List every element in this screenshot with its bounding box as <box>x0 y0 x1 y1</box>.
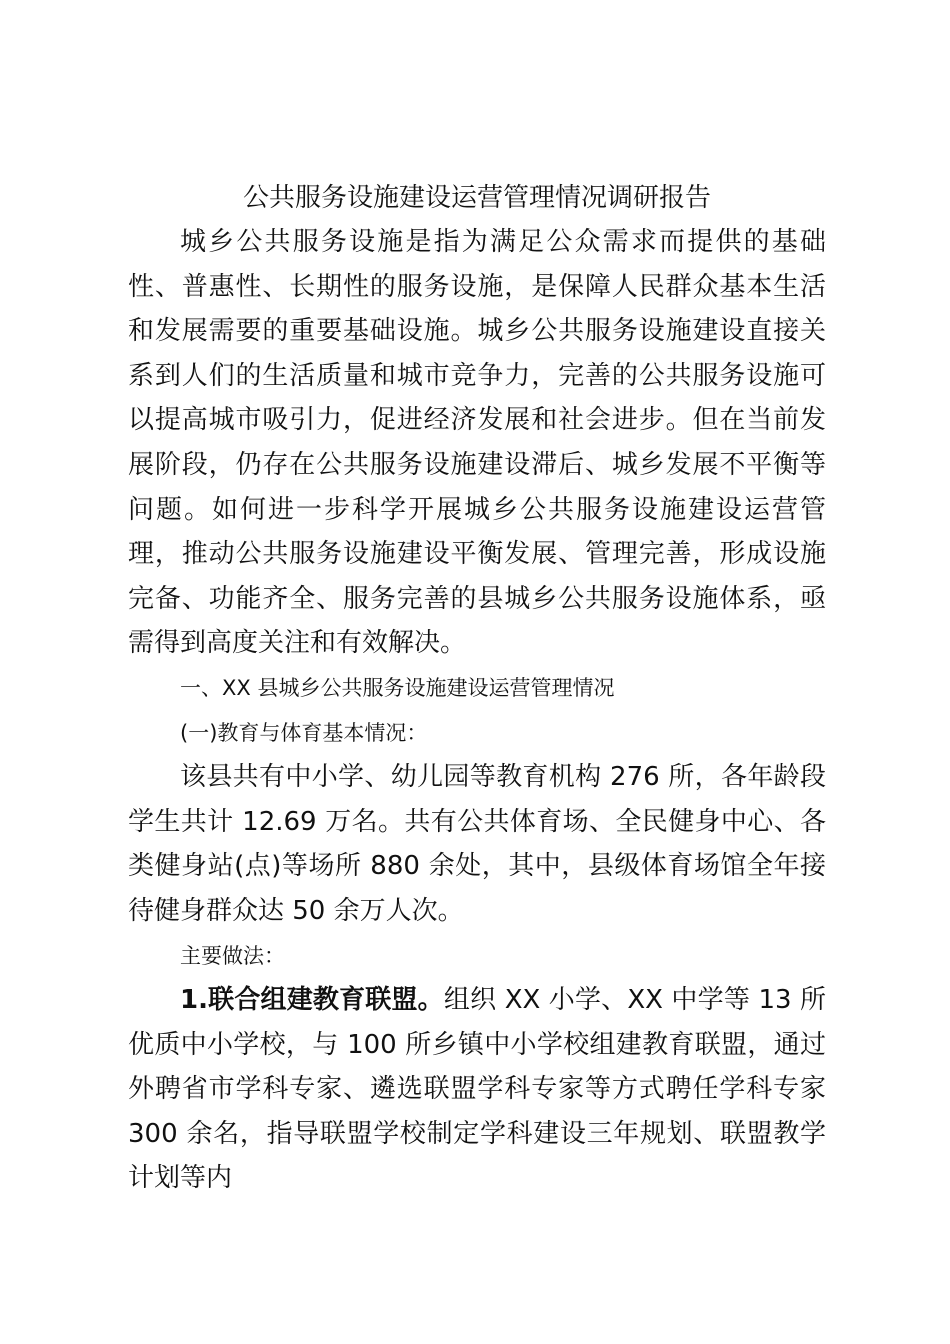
practices-heading: 主要做法： <box>180 943 285 968</box>
practice-lead: 1.联合组建教育联盟。 <box>180 985 444 1016</box>
practice-paragraph <box>128 978 826 1201</box>
document-title: 公共服务设施建设运营管理情况调研报告 <box>242 183 711 213</box>
intro-paragraph: 城乡公共服务设施是指为满足公众需求而提供的基础性、普惠性、长期性的服务设施，是保障人民群众基本生活和发展需要的重要基础设施。城乡公共服务设施建设直接关系到人们的生活质量和城市竞争力，完善的公共服务设施可以提高城市吸引力，促进经济发展和社会进步。但在当前发展阶段，仍存在公共服务设施建设滞后、城乡发展不平衡等问题。如何进一步科学开展城乡公共服务设施建设运营管理，推动公共服务设施建设平衡发展、管理完善，形成设施完备、功能齐全、服务完善的县城乡公共服务设施体系，亟需得到高度关注和有效解决。 <box>128 227 826 659</box>
practice-body: 组织 XX 小学、XX 中学等 13 所优质中小学校，与 100 所乡镇中小学校组建教育联盟，通过外聘省市学科专家、遴选联盟学科专家等方式聘任学科专家 300 余名，指导联盟学校制定学科建设三年规划、联盟教学计划等内 <box>128 985 827 1194</box>
document-page <box>128 176 826 1201</box>
education-paragraph: 该县共有中小学、幼儿园等教育机构 276 所，各年龄段学生共计 12.69 万名。共有公共体育场、全民健身中心、各类健身站(点)等场所 880 余处，其中，县级体育场馆全年接待健身群众达 50 余万人次。 <box>128 762 826 926</box>
section-heading: 一、XX 县城乡公共服务设施建设运营管理情况 <box>180 675 615 700</box>
subsection-heading: (一)教育与体育基本情况： <box>180 720 428 745</box>
